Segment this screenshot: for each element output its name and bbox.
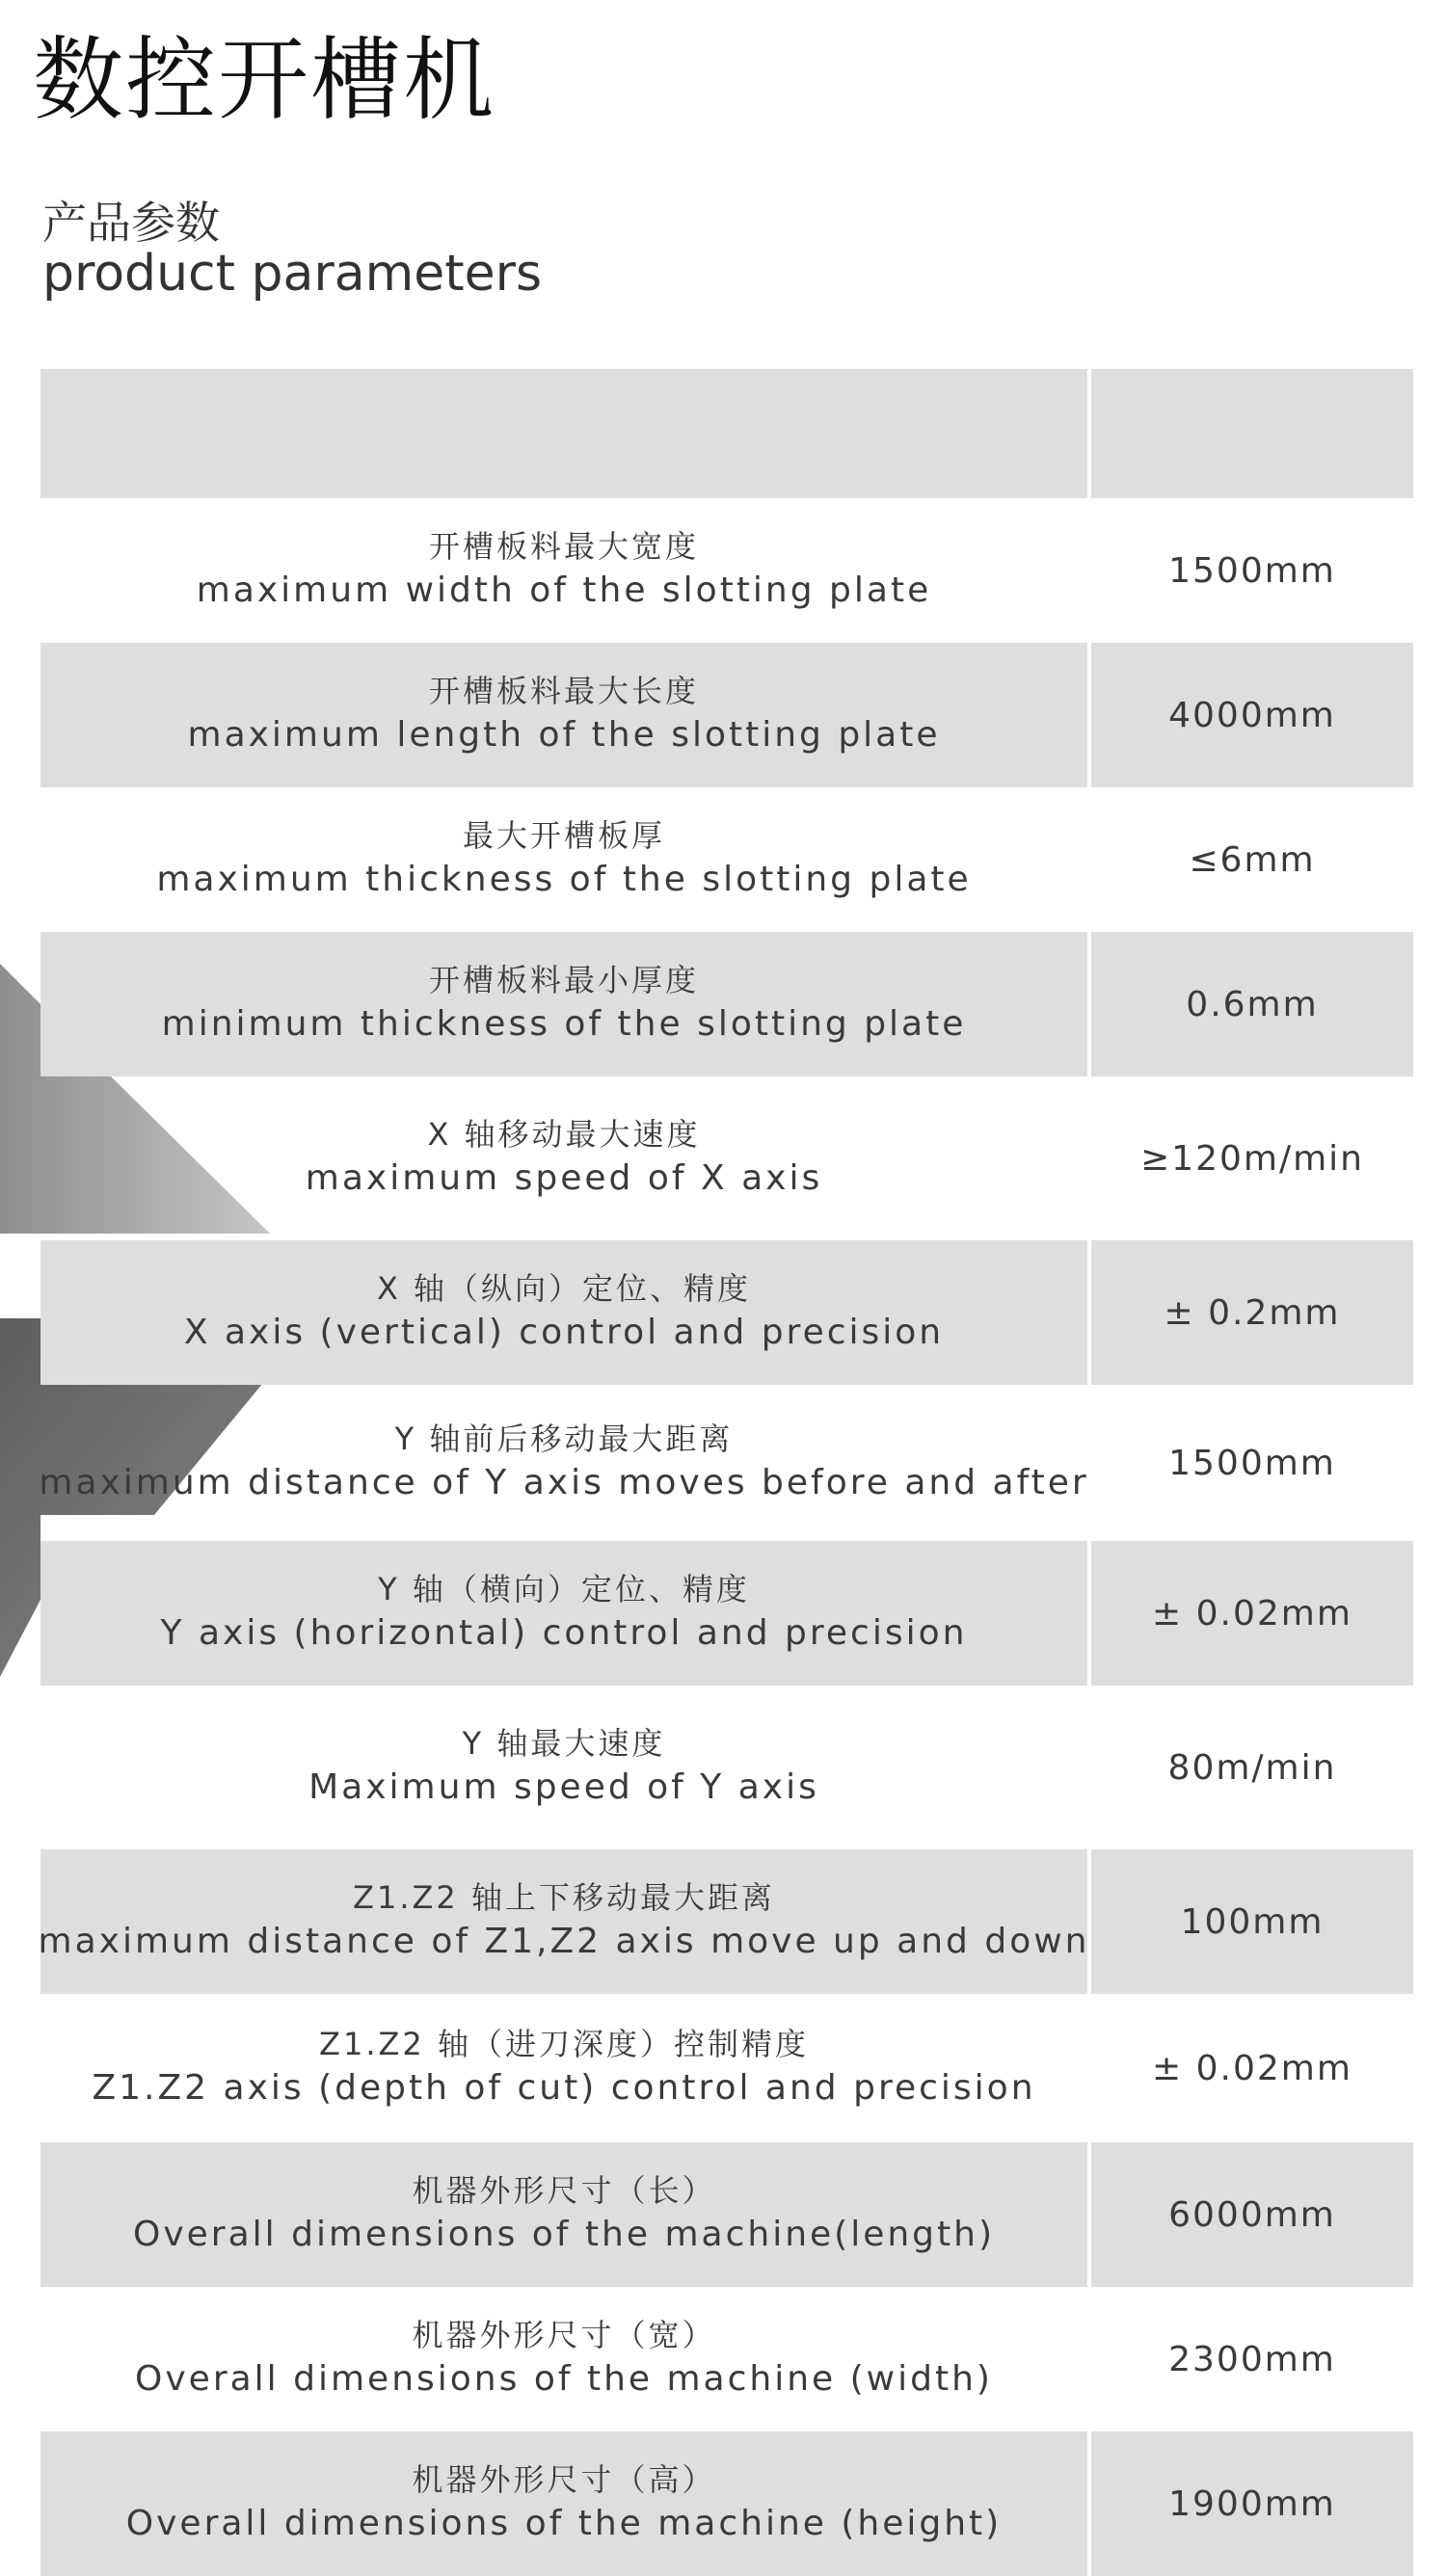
table-row [40,498,1413,643]
parameter-name-cn: Y 轴最大速度 [462,1725,666,1763]
parameter-name-en: Overall dimensions of the machine (width) [135,2359,993,2400]
parameter-cell [40,2431,1087,2576]
parameter-value: 6000mm [1091,2142,1413,2287]
parameter-name-en: Z1.Z2 axis (depth of cut) control and precision [92,2068,1036,2109]
parameter-cell [40,932,1087,1076]
parameter-value: 2300mm [1168,2339,1336,2379]
table-row [40,787,1413,932]
table-row [40,2431,1413,2576]
parameter-name-cn: X 轴（纵向）定位、精度 [376,1270,752,1308]
table-row [40,1686,1413,1849]
parameter-cell [40,1240,1087,1385]
parameter-name-cn: 开槽板料最大宽度 [428,528,699,566]
parameter-name-cn: Z1.Z2 轴（进刀深度）控制精度 [319,2026,809,2063]
parameter-value: 1500mm [1168,1443,1336,1483]
parameter-name-cn: 开槽板料最大长度 [428,673,699,710]
parameter-name-cn: 机器外形尺寸（高） [412,2461,716,2499]
parameter-cell [40,1076,1087,1240]
parameter-cell [40,1994,1087,2142]
parameter-name-cn: X 轴移动最大速度 [427,1116,701,1154]
parameter-cell [40,1385,1087,1541]
parameter-value: ± 0.2mm [1091,1240,1413,1385]
parameter-name-cn: 开槽板料最小厚度 [428,962,699,999]
table-row [40,1541,1413,1686]
parameter-cell [40,1541,1087,1686]
parameter-name-en: Overall dimensions of the machine(length) [133,2215,995,2255]
parameter-name-en: maximum width of the slotting plate [196,571,932,611]
parameter-name-cn: 机器外形尺寸（宽） [412,2317,716,2354]
parameter-name-en: Overall dimensions of the machine (height) [125,2504,1003,2544]
table-body [40,498,1413,2576]
parameter-name-en: X axis (vertical) control and precision [183,1313,945,1353]
parameter-name-cn: Z1.Z2 轴上下移动最大距离 [353,1879,775,1917]
parameter-value: 1500mm [1168,550,1336,591]
parameter-value: ≤6mm [1189,839,1316,880]
parameter-value: ≥120m/min [1140,1138,1364,1179]
parameter-name-en: maximum length of the slotting plate [187,715,941,756]
parameter-cell [40,1686,1087,1849]
parameter-name-en: maximum speed of X axis [305,1158,823,1199]
table-row [40,1385,1413,1541]
parameter-name-en: Maximum speed of Y axis [308,1767,819,1808]
table-row [40,1240,1413,1385]
table-row [40,2287,1413,2431]
header-cell-value [1091,369,1413,498]
parameter-value: 0.6mm [1091,932,1413,1076]
parameter-name-en: maximum thickness of the slotting plate [156,860,972,900]
section-title-cn: 产品参数 [42,197,220,249]
parameter-name-en: maximum distance of Z1,Z2 axis move up and down [38,1922,1090,1962]
parameter-name-en: maximum distance of Y axis moves before and after [39,1463,1089,1503]
parameter-cell [38,1849,1090,1994]
parameter-name-cn: 最大开槽板厚 [462,817,665,855]
parameter-value: 1900mm [1091,2431,1413,2576]
parameter-cell [40,787,1087,932]
parameter-value: ± 0.02mm [1091,1541,1413,1686]
parameter-cell [40,498,1087,643]
parameter-value: 4000mm [1091,643,1413,787]
table-row [40,932,1413,1076]
parameter-name-cn: 机器外形尺寸（长） [412,2172,716,2210]
table-header-row [40,369,1413,498]
page-title: 数控开槽机 [33,28,496,133]
parameter-value: ± 0.02mm [1152,2048,1352,2088]
table-row [40,2142,1413,2287]
table-row [40,1849,1413,1994]
parameter-value: 100mm [1091,1849,1413,1994]
header-cell-parameter [40,369,1087,498]
parameter-value: 80m/min [1167,1747,1337,1788]
parameters-table [40,369,1413,2576]
parameter-cell [40,643,1087,787]
parameter-cell [40,2142,1087,2287]
parameter-cell [40,2287,1087,2431]
table-row [40,643,1413,787]
table-row [40,1076,1413,1240]
parameter-name-cn: Y 轴（横向）定位、精度 [378,1571,750,1608]
parameter-name-en: Y axis (horizontal) control and precision [160,1613,968,1654]
section-title-en: product parameters [42,245,543,303]
parameter-name-en: minimum thickness of the slotting plate [161,1004,967,1045]
table-row [40,1994,1413,2142]
parameter-name-cn: Y 轴前后移动最大距离 [394,1421,734,1458]
